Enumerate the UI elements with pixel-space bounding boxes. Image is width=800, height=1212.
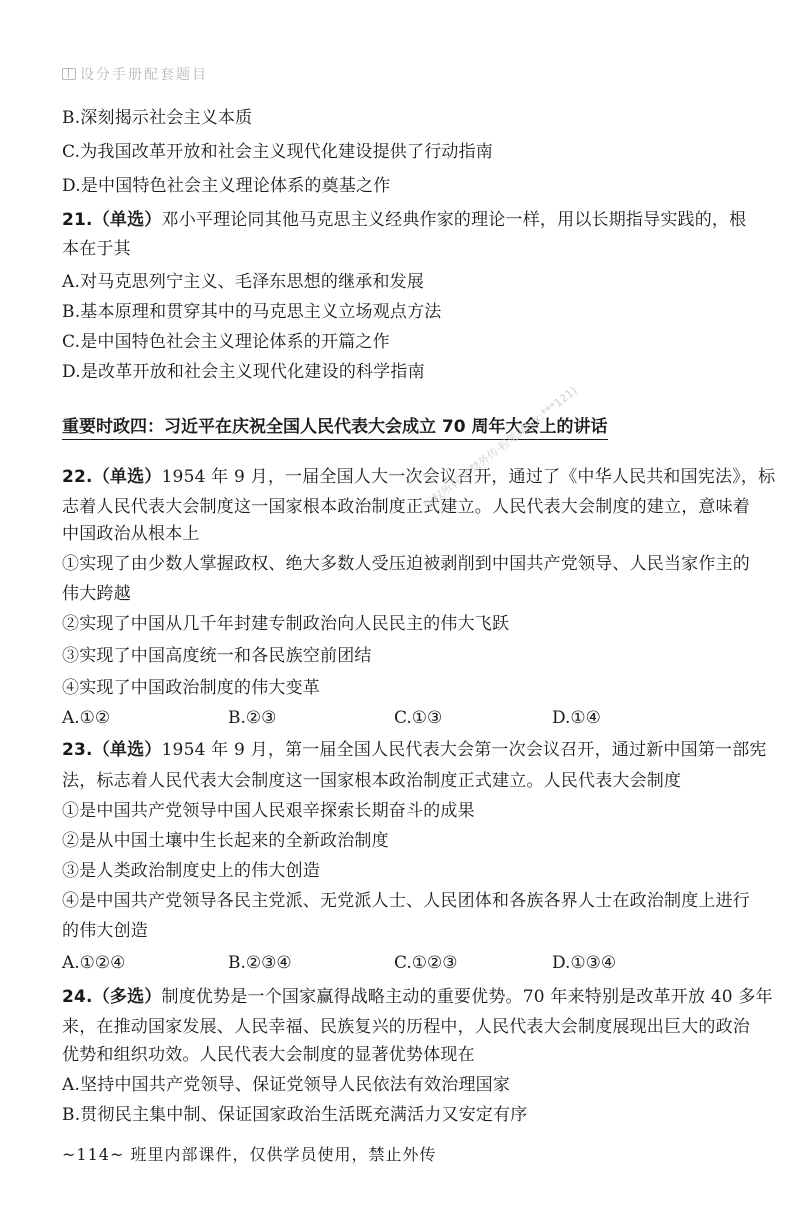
q24-option-a: A.坚持中国共产党领导、保证党领导人民依法有效治理国家 [62, 1075, 511, 1095]
q22-choice-a: A.①② [62, 708, 111, 728]
q23-stem-line2: 法，标志着人民代表大会制度这一国家根本政治制度正式建立。人民代表大会制度 [62, 771, 682, 791]
q23-item-3: ③是人类政治制度史上的伟大创造 [62, 861, 320, 881]
q23-choice-d: D.①③④ [552, 953, 617, 973]
page-header [62, 64, 208, 84]
q24-stem-line3: 优势和组织功效。人民代表大会制度的显著优势体现在 [62, 1045, 475, 1065]
q22-stem-line3: 中国政治从根本上 [62, 524, 200, 544]
section-title: 重要时政四：习近平在庆祝全国人民代表大会成立 70 周年大会上的讲话 [62, 416, 608, 440]
q24-stem-line2: 来，在推动国家发展、人民幸福、民族复兴的历程中，人民代表大会制度展现出巨大的政治 [62, 1017, 750, 1037]
q21-option-b: B.基本原理和贯穿其中的马克思主义立场观点方法 [62, 302, 442, 322]
q22-item-1-cont: 伟大跨越 [62, 584, 131, 604]
book-icon [62, 68, 76, 80]
q22-item-3: ③实现了中国高度统一和各民族空前团结 [62, 646, 372, 666]
q22-choice-c: C.①③ [394, 708, 443, 728]
page-footer: ~114~ 班里内部课件，仅供学员使用，禁止外传 [62, 1145, 437, 1164]
q21-type: （单选） [92, 210, 162, 230]
q22-choice-b: B.②③ [228, 708, 277, 728]
q24-stem-line1 [62, 986, 773, 1008]
q23-stem-text: 1954 年 9 月，第一届全国人民代表大会第一次会议召开，通过新中国第一部宪 [161, 740, 767, 760]
q22-number: 22. [62, 467, 93, 487]
q22-stem-line2: 志着人民代表大会制度这一国家根本政治制度正式建立。人民代表大会制度的建立，意味着 [62, 497, 750, 517]
q24-number: 24. [62, 987, 93, 1007]
q24-type: （多选） [92, 987, 162, 1007]
q22-item-1: ①实现了由少数人掌握政权、绝大多数人受压迫被剥削到中国共产党领导、人民当家作主的 [62, 554, 750, 574]
q22-type: （单选） [92, 467, 162, 487]
q23-number: 23. [62, 740, 93, 760]
q21-stem-text: 邓小平理论同其他马克思主义经典作家的理论一样，用以长期指导实践的，根 [161, 210, 747, 230]
q20-option-b: B.深刻揭示社会主义本质 [62, 108, 253, 128]
q21-stem-line1 [62, 209, 746, 231]
q23-item-1: ①是中国共产党领导中国人民艰辛探索长期奋斗的成果 [62, 801, 475, 821]
q22-item-2: ②实现了中国从几千年封建专制政治向人民民主的伟大飞跃 [62, 614, 510, 634]
q23-choice-a: A.①②④ [62, 953, 126, 973]
q21-number: 21. [62, 210, 93, 230]
q23-choice-c: C.①②③ [394, 953, 458, 973]
watermark: 版权所有·严禁外传·粉笔网(vx:***121) [421, 384, 580, 512]
q22-item-4: ④实现了中国政治制度的伟大变革 [62, 678, 320, 698]
q21-stem-line2: 本在于其 [62, 239, 131, 259]
q22-stem-text: 1954 年 9 月，一届全国人大一次会议召开，通过了《中华人民共和国宪法》，标 [161, 467, 776, 487]
q22-stem-line1 [62, 466, 775, 488]
q22-choice-d: D.①④ [552, 708, 601, 728]
q23-choice-b: B.②③④ [228, 953, 292, 973]
q21-option-c: C.是中国特色社会主义理论体系的开篇之作 [62, 332, 390, 352]
q23-type: （单选） [92, 740, 162, 760]
q23-item-2: ②是从中国土壤中生长起来的全新政治制度 [62, 831, 389, 851]
q21-option-d: D.是改革开放和社会主义现代化建设的科学指南 [62, 362, 425, 382]
q24-stem-text: 制度优势是一个国家赢得战略主动的重要优势。70 年来特别是改革开放 40 多年 [161, 987, 773, 1007]
q23-item-4: ④是中国共产党领导各民主党派、无党派人士、人民团体和各族各界人士在政治制度上进行 [62, 891, 750, 911]
q20-option-c: C.为我国改革开放和社会主义现代化建设提供了行动指南 [62, 142, 494, 162]
q23-stem-line1 [62, 739, 767, 761]
q21-option-a: A.对马克思列宁主义、毛泽东思想的继承和发展 [62, 272, 425, 292]
q24-option-b: B.贯彻民主集中制、保证国家政治生活既充满活力又安定有序 [62, 1105, 528, 1125]
q23-item-4-cont: 的伟大创造 [62, 921, 148, 941]
q20-option-d: D.是中国特色社会主义理论体系的奠基之作 [62, 176, 391, 196]
header-text: 设分手册配套题目 [80, 67, 208, 83]
